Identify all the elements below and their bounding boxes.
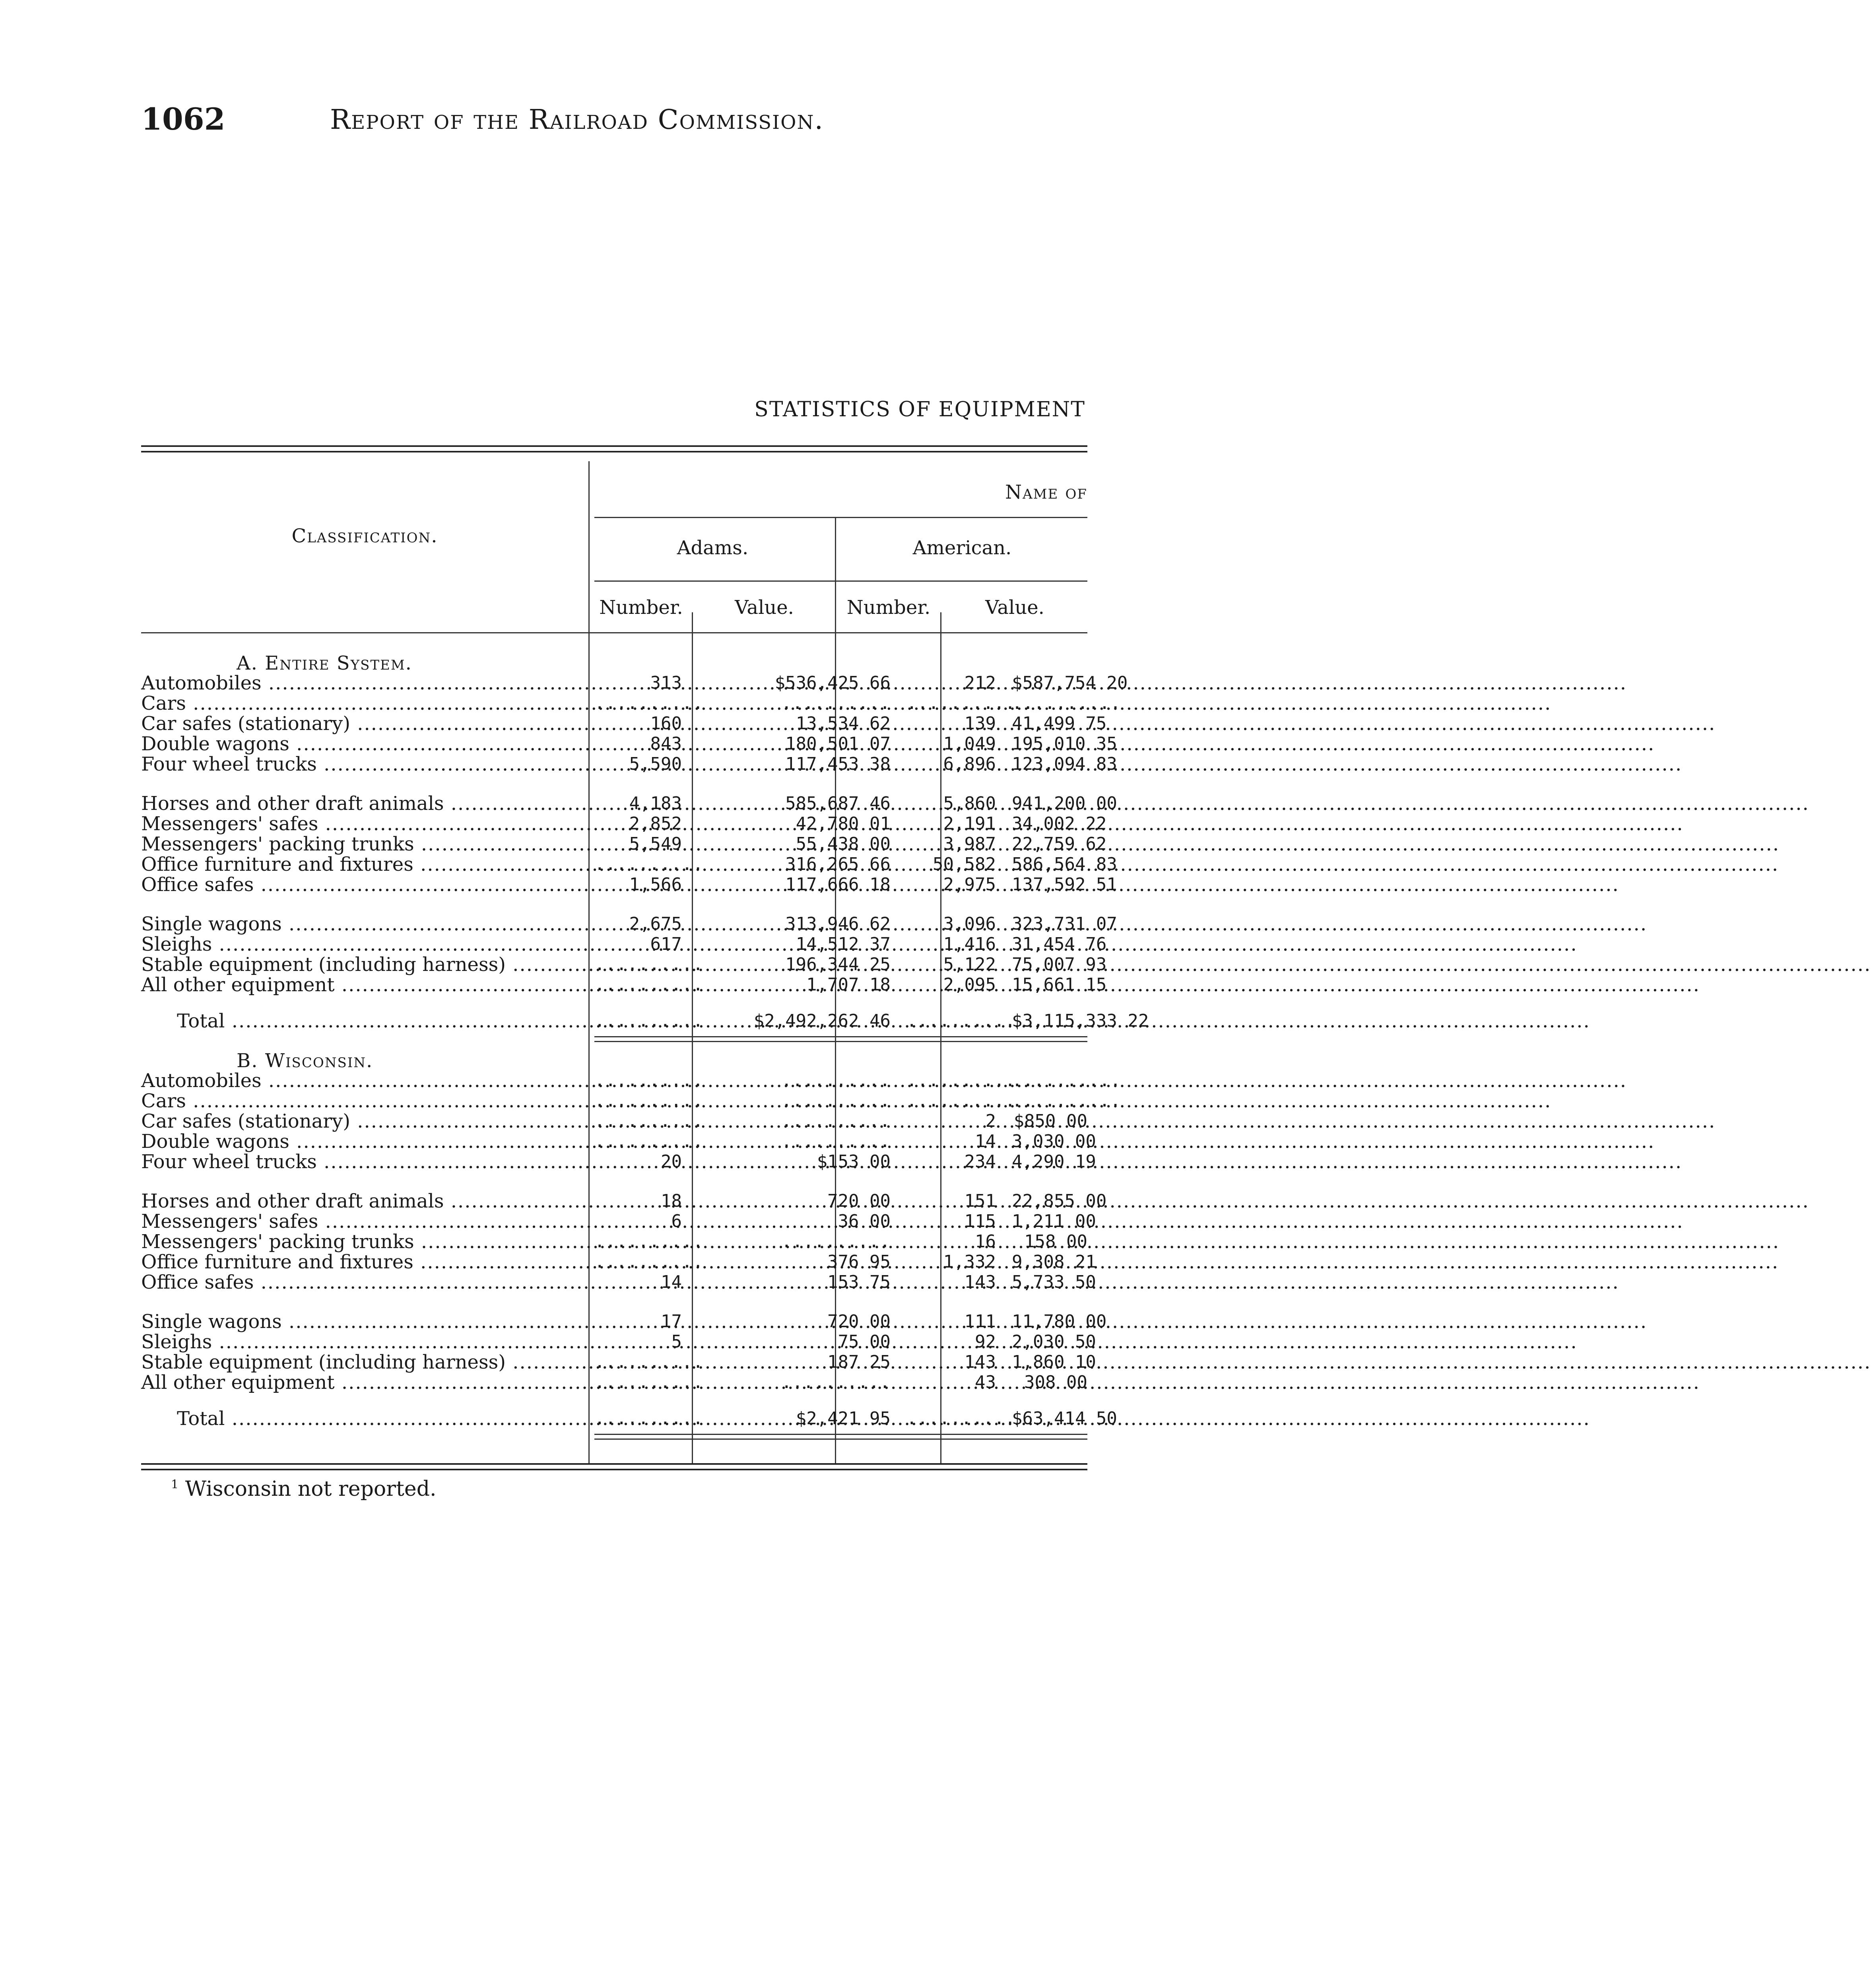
number-cell: 16 — [975, 1231, 996, 1252]
value-cell: 376 95 — [827, 1252, 891, 1272]
name-of-header: Name of — [1005, 481, 1087, 503]
number-cell: 1,332 — [943, 1252, 996, 1272]
row-label: All other equipment ..... — [141, 975, 586, 995]
value-cell: 586,564 83 — [1012, 854, 1117, 874]
row-label: Messengers' packing trunks ..... — [141, 834, 586, 854]
table-title: STATISTICS OF EQUIPMENT — [754, 398, 1085, 421]
table-row — [141, 712, 1107, 735]
table-row — [141, 1151, 1096, 1173]
number-cell: .......... — [594, 1070, 704, 1091]
value-cell: .......... — [781, 1091, 891, 1111]
value-cell: 15,661 15 — [1012, 975, 1107, 995]
value-cell: .......... — [781, 1372, 891, 1392]
value-cell: 117,666 18 — [785, 874, 891, 895]
value-cell: .......... — [781, 1111, 891, 1131]
value-cell: 2,030 50 — [1012, 1332, 1096, 1352]
value-cell: 720 00 — [827, 1191, 891, 1211]
total-label: Total ..... — [141, 1011, 586, 1031]
row-label: Cars ..... — [141, 693, 586, 714]
value-cell: 9,308 21 — [1012, 1252, 1096, 1272]
value-cell: 1,860 10 — [1012, 1352, 1096, 1372]
number-cell: 143 — [964, 1272, 996, 1292]
value-cell: 31,454 76 — [1012, 934, 1107, 954]
number-cell: 6 — [671, 1211, 682, 1231]
number-cell: .......... — [594, 693, 704, 713]
row-label: Stable equipment (including harness) ..... — [141, 954, 586, 975]
table-row — [141, 1331, 1096, 1353]
number-cell: .......... — [594, 954, 704, 975]
table-row — [141, 1190, 1107, 1212]
value-cell: 22,855 00 — [1012, 1191, 1107, 1211]
table-row — [141, 1372, 1087, 1393]
value-cell: 13,534 62 — [796, 713, 891, 734]
value-cell: 308 00 — [1024, 1372, 1087, 1392]
table-row — [141, 1251, 1096, 1273]
company-header-adams: Adams. — [677, 537, 749, 559]
number-cell: 3,987 — [943, 834, 996, 854]
number-cell: .......... — [594, 854, 704, 874]
value-cell: 158 00 — [1024, 1231, 1087, 1252]
number-cell: .......... — [594, 1111, 704, 1131]
table-row — [141, 853, 1117, 876]
bottom-rule-inner — [141, 1469, 1087, 1470]
table-row — [141, 1210, 1096, 1233]
number-cell: 5,549 — [629, 834, 682, 854]
total-cell: $2,492,262 46 — [753, 1011, 891, 1031]
number-cell: 160 — [650, 713, 682, 734]
total-label: Total ..... — [141, 1408, 586, 1429]
number-cell: 50,582 — [933, 854, 996, 874]
number-cell: 115 — [964, 1211, 996, 1231]
value-cell: .......... — [781, 1231, 891, 1252]
total-cell: .......... — [906, 1408, 1016, 1429]
number-cell: 18 — [661, 1191, 682, 1211]
number-cell: 14 — [661, 1272, 682, 1292]
total-cell: $63,414 50 — [1012, 1408, 1117, 1429]
table-row — [141, 933, 1107, 955]
total-rule — [594, 1036, 1087, 1037]
row-label: Stable equipment (including harness) ..... — [141, 1352, 586, 1373]
number-cell: 143 — [964, 1352, 996, 1372]
value-cell: 11,780 00 — [1012, 1311, 1107, 1332]
value-cell: .......... — [1012, 1070, 1121, 1091]
value-cell: 137,592 51 — [1012, 874, 1117, 895]
value-header: Value. — [735, 596, 794, 619]
value-cell: .......... — [1012, 1091, 1121, 1111]
number-cell: 234 — [964, 1151, 996, 1172]
total-rule — [594, 1434, 1087, 1435]
number-cell: .......... — [594, 1352, 704, 1372]
value-cell: 22,759 62 — [1012, 834, 1107, 854]
total-row — [141, 1408, 1117, 1430]
value-cell: .......... — [781, 693, 891, 713]
row-label: Automobiles ..... — [141, 1070, 586, 1091]
number-cell: .......... — [594, 1091, 704, 1111]
row-label: Car safes (stationary) ..... — [141, 713, 586, 734]
table-row — [141, 913, 1117, 935]
number-cell: 92 — [975, 1332, 996, 1352]
table-row — [141, 733, 1117, 755]
table-row — [141, 1231, 1087, 1252]
row-label: Sleighs ..... — [141, 934, 586, 955]
number-cell: 4,183 — [629, 793, 682, 813]
section-heading: A. Entire System. — [237, 652, 412, 674]
value-cell: 316,265 66 — [785, 854, 891, 874]
top-rule — [141, 445, 1087, 447]
table-row — [141, 792, 1117, 815]
value-cell: .......... — [781, 1131, 891, 1151]
table-row — [141, 1070, 1121, 1092]
table-row — [141, 1351, 1096, 1373]
number-cell: 843 — [650, 734, 682, 754]
number-header: Number. — [599, 596, 683, 619]
value-cell: 3,030 00 — [1012, 1131, 1096, 1151]
value-cell: 153 75 — [827, 1272, 891, 1292]
value-cell: 195,010 35 — [1012, 734, 1117, 754]
number-cell: 1,566 — [629, 874, 682, 895]
value-cell: .......... — [781, 1070, 891, 1091]
number-cell: 151 — [964, 1191, 996, 1211]
value-cell: 941,200 00 — [1012, 793, 1117, 813]
row-label: Office furniture and fixtures ..... — [141, 854, 586, 875]
table-row — [141, 672, 1128, 694]
number-header: Number. — [846, 596, 931, 619]
number-cell: .......... — [594, 1231, 704, 1252]
row-label: Four wheel trucks ..... — [141, 1151, 586, 1172]
value-cell: 117,453 38 — [785, 754, 891, 774]
row-label: Automobiles ..... — [141, 673, 586, 693]
value-cell: 4,290 19 — [1012, 1151, 1096, 1172]
table-row — [141, 753, 1117, 775]
page-number: 1062 — [141, 101, 225, 137]
number-cell: 5,122 — [943, 954, 996, 975]
row-label: All other equipment ..... — [141, 1372, 586, 1393]
row-label: Double wagons ..... — [141, 1131, 586, 1152]
number-cell: .......... — [906, 693, 1016, 713]
value-header: Value. — [985, 596, 1044, 619]
row-label: Office furniture and fixtures ..... — [141, 1252, 586, 1272]
value-cell: $536,425 66 — [774, 673, 891, 693]
header-rule — [594, 580, 1087, 582]
number-cell: 313 — [650, 673, 682, 693]
table-row — [141, 813, 1107, 835]
total-rule — [594, 1041, 1087, 1042]
number-cell: .......... — [594, 1252, 704, 1272]
row-label: Office safes ..... — [141, 874, 586, 895]
running-title: Report of the Railroad Commission. — [330, 104, 824, 136]
section-heading: B. Wisconsin. — [237, 1050, 373, 1072]
number-cell: 2,095 — [943, 975, 996, 995]
header-rule — [141, 632, 1087, 633]
row-label: Car safes (stationary) ..... — [141, 1111, 586, 1132]
number-cell: 1,416 — [943, 934, 996, 954]
row-label: Single wagons ..... — [141, 1311, 586, 1332]
row-label: Double wagons ..... — [141, 734, 586, 754]
footnote-marker: 1 — [171, 1477, 179, 1492]
table-row — [141, 974, 1107, 996]
row-label: Cars ..... — [141, 1091, 586, 1111]
number-cell: 14 — [975, 1131, 996, 1151]
footnote-text: Wisconsin not reported. — [185, 1477, 437, 1501]
table-row — [141, 1090, 1121, 1112]
value-cell: $850 00 — [1013, 1111, 1087, 1131]
value-cell: $153 00 — [817, 1151, 891, 1172]
total-rule — [594, 1439, 1087, 1440]
value-cell: 1,707 18 — [806, 975, 891, 995]
total-cell: $3,115,333 22 — [1012, 1011, 1149, 1031]
number-cell: 3,096 — [943, 914, 996, 934]
number-cell: 5,590 — [629, 754, 682, 774]
number-cell: .......... — [594, 975, 704, 995]
value-cell: 5,733 50 — [1012, 1272, 1096, 1292]
value-cell: 313,946 62 — [785, 914, 891, 934]
row-label: Messengers' packing trunks ..... — [141, 1231, 586, 1252]
classification-header: Classification. — [291, 525, 438, 547]
footnote — [171, 1477, 437, 1501]
row-label: Single wagons ..... — [141, 914, 586, 934]
number-cell: 5,860 — [943, 793, 996, 813]
value-cell: $587,754 20 — [1012, 673, 1128, 693]
number-cell: 2,975 — [943, 874, 996, 895]
value-cell: .......... — [1012, 693, 1121, 713]
value-cell: 34,002 22 — [1012, 813, 1107, 834]
number-cell: 139 — [964, 713, 996, 734]
number-cell: 212 — [964, 673, 996, 693]
value-cell: 585,687 46 — [785, 793, 891, 813]
table-row — [141, 692, 1121, 714]
number-cell: 5 — [671, 1332, 682, 1352]
value-cell: 1,211 00 — [1012, 1211, 1096, 1231]
number-cell: .......... — [906, 1091, 1016, 1111]
value-cell: 720 00 — [827, 1311, 891, 1332]
number-cell: 2 — [985, 1111, 996, 1131]
value-cell: 75 00 — [838, 1332, 891, 1352]
total-cell: .......... — [906, 1011, 1016, 1031]
row-label: Messengers' safes ..... — [141, 813, 586, 834]
number-cell: .......... — [594, 1372, 704, 1392]
value-cell: 42,780 01 — [796, 813, 891, 834]
row-label: Horses and other draft animals ..... — [141, 793, 586, 814]
table-row — [141, 1130, 1096, 1153]
value-cell: 323,731 07 — [1012, 914, 1117, 934]
number-cell: .......... — [594, 1131, 704, 1151]
row-label: Office safes ..... — [141, 1272, 586, 1293]
total-cell: .......... — [594, 1408, 704, 1429]
number-cell: 111 — [964, 1311, 996, 1332]
row-label: Four wheel trucks ..... — [141, 754, 586, 775]
table-row — [141, 833, 1107, 855]
number-cell: 1,049 — [943, 734, 996, 754]
table-row — [141, 874, 1117, 896]
total-cell: $2,421 95 — [796, 1408, 891, 1429]
value-cell: 55,438 00 — [796, 834, 891, 854]
value-cell: 180,501 07 — [785, 734, 891, 754]
bottom-rule — [141, 1463, 1087, 1465]
number-cell: 2,191 — [943, 813, 996, 834]
value-cell: 41,499 75 — [1012, 713, 1107, 734]
total-row — [141, 1010, 1149, 1032]
company-header-american: American. — [912, 537, 1012, 559]
table-row — [141, 1310, 1107, 1333]
number-cell: 6,896 — [943, 754, 996, 774]
value-cell: 196,344 25 — [785, 954, 891, 975]
row-label: Horses and other draft animals ..... — [141, 1191, 586, 1211]
number-cell: 17 — [661, 1311, 682, 1332]
value-cell: 187 25 — [827, 1352, 891, 1372]
row-label: Sleighs ..... — [141, 1332, 586, 1352]
number-cell: 20 — [661, 1151, 682, 1172]
number-cell: 2,675 — [629, 914, 682, 934]
value-cell: 75,007 93 — [1012, 954, 1107, 975]
table-row — [141, 1271, 1096, 1293]
table-row — [141, 953, 1107, 976]
number-cell: 43 — [975, 1372, 996, 1392]
number-cell: .......... — [906, 1070, 1016, 1091]
value-cell: 14,512 37 — [796, 934, 891, 954]
row-label: Messengers' safes ..... — [141, 1211, 586, 1232]
top-rule-inner — [141, 451, 1087, 452]
value-cell: 123,094 83 — [1012, 754, 1117, 774]
number-cell: 2,852 — [629, 813, 682, 834]
header-rule — [594, 517, 1087, 518]
table-row — [141, 1111, 1087, 1132]
total-cell: .......... — [594, 1011, 704, 1031]
value-cell: 36 00 — [838, 1211, 891, 1231]
number-cell: 617 — [650, 934, 682, 954]
